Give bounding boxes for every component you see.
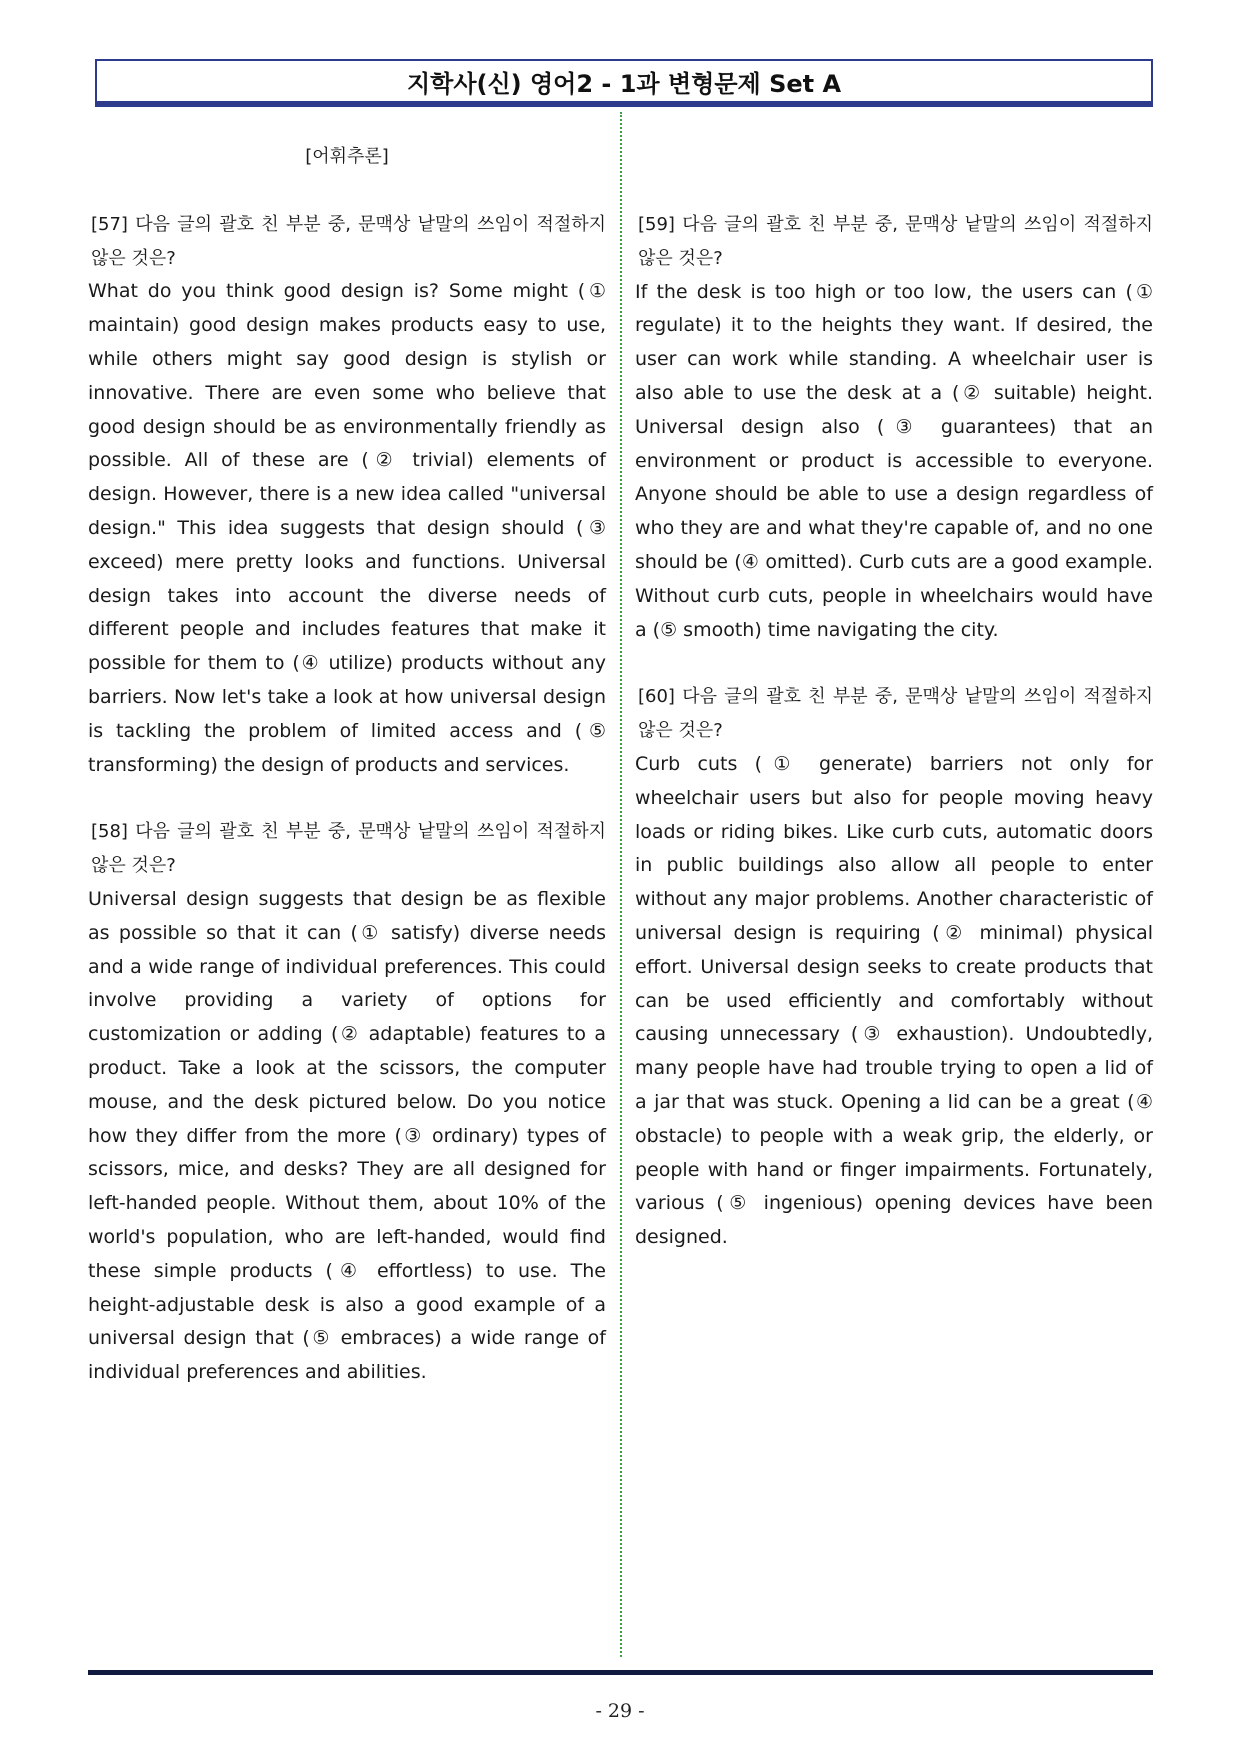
page-number: - 29 -	[595, 1700, 645, 1722]
left-column	[88, 140, 606, 1423]
question-passage: Curb cuts (① generate) barriers not only for wheelchair users but also for people moving heavy loads or riding bikes. Like curb cuts, automatic doors in public buildings also allow all people to enter without any major problems. Another characteristic of universal design is requiring (② minimal) physical effort. Universal design seeks to create products that can be used efficiently and comfortably without causing unnecessary (③ exhaustion). Undoubtedly, many people have had trouble trying to open a lid of a jar that was stuck. Opening a lid can be a great (④ obstacle) to people with a weak grip, the elderly, or people with hand or finger impairments. Fortunately, various (⑤ ingenious) opening devices have been designed.	[635, 752, 1153, 1249]
title-underline	[95, 103, 1153, 107]
question-57	[88, 208, 606, 783]
question-58	[88, 815, 606, 1390]
page-title-box	[95, 59, 1153, 103]
question-prompt: [57] 다음 글의 괄호 친 부분 중, 문맥상 낱말의 쓰임이 적절하지 않은 것은?	[91, 213, 606, 269]
question-passage: What do you think good design is? Some might (① maintain) good design makes products easy to use, while others might say good design is stylish or innovative. There are even some who believe that good design should be as environmentally friendly as possible. All of these are (② trivial) elements of design. However, there is a new idea called "universal design." This idea suggests that design should (③ exceed) mere pretty looks and functions. Universal design takes into account the diverse needs of different people and includes features that make it possible for them to (④ utilize) products without any barriers. Now let's take a look at how universal design is tackling the problem of limited access and (⑤ transforming) the design of products and services.	[88, 280, 606, 776]
question-prompt: [60] 다음 글의 괄호 친 부분 중, 문맥상 낱말의 쓰임이 적절하지 않은 것은?	[638, 686, 1153, 742]
page-title: 지학사(신) 영어2 - 1과 변형문제 Set A	[406, 69, 842, 98]
question-prompt: [58] 다음 글의 괄호 친 부분 중, 문맥상 낱말의 쓰임이 적절하지 않은 것은?	[91, 821, 606, 877]
question-passage: Universal design suggests that design be as flexible as possible so that it can (① satisfy) diverse needs and a wide range of individual preferences. This could involve providing a variety of options for customization or adding (② adaptable) features to a product. Take a look at the scissors, the computer mouse, and the desk pictured below. Do you notice how they differ from the more (③ ordinary) types of scissors, mice, and desks? They are all designed for left-handed people. Without them, about 10% of the world's population, who are left-handed, would find these simple products (④ effortless) to use. The height-adjustable desk is also a good example of a universal design that (⑤ embraces) a wide range of individual preferences and abilities.	[88, 887, 606, 1384]
footer-rule	[88, 1670, 1153, 1675]
question-60	[635, 680, 1153, 1255]
right-column	[635, 208, 1153, 1288]
question-passage: If the desk is too high or too low, the users can (① regulate) it to the heights they want. If desired, the user can work while standing. A wheelchair user is also able to use the desk at a (② suitable) height. Universal design also (③ guarantees) that an environment or product is accessible to everyone. Anyone should be able to use a design regardless of who they are and what they're capable of, and no one should be (④ omitted). Curb cuts are a good example. Without curb cuts, people in wheelchairs would have a (⑤ smooth) time navigating the city.	[635, 280, 1153, 641]
question-prompt: [59] 다음 글의 괄호 친 부분 중, 문맥상 낱말의 쓰임이 적절하지 않은 것은?	[638, 214, 1153, 269]
question-59	[635, 208, 1153, 647]
section-label: [어휘추론]	[305, 146, 389, 167]
column-divider	[620, 112, 622, 1657]
